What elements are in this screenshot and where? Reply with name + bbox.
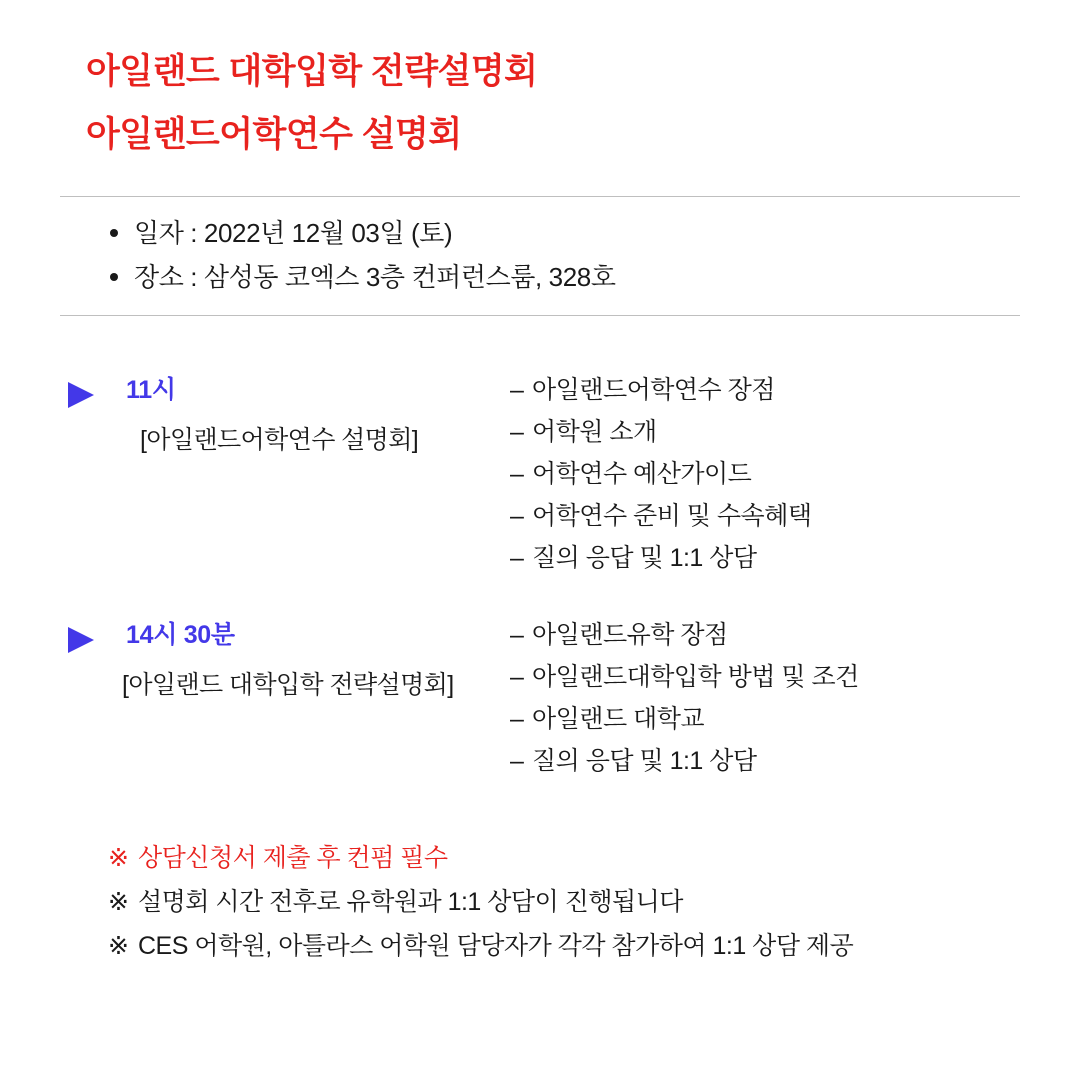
list-item bbox=[510, 623, 1020, 665]
list-item bbox=[134, 211, 1020, 255]
list-item bbox=[510, 707, 1020, 749]
session-2-header bbox=[60, 623, 510, 700]
reference-mark-icon: ※ bbox=[108, 844, 129, 872]
topic-text: 어학원 소개 bbox=[532, 418, 657, 446]
dash-icon: – bbox=[510, 747, 524, 775]
session-1-name: [아일랜드어학연수 설명회] bbox=[140, 426, 419, 454]
arrow-right-icon bbox=[68, 627, 94, 653]
event-place-text: 장소 : 삼성동 코엑스 3층 컨퍼런스룸, 328호 bbox=[134, 262, 616, 292]
session-2-time: 14시 30분 bbox=[126, 621, 235, 649]
list-item bbox=[510, 749, 1020, 774]
topic-text: 아일랜드 대학교 bbox=[532, 705, 704, 733]
schedule-section bbox=[60, 378, 1020, 774]
session-1 bbox=[60, 378, 1020, 571]
note-1-text: 상담신청서 제출 후 컨펌 필수 bbox=[138, 844, 448, 872]
event-info-list bbox=[60, 211, 1020, 299]
note-1 bbox=[108, 846, 1020, 890]
title-line-1: 아일랜드 대학입학 전략설명회 bbox=[86, 52, 538, 91]
list-item bbox=[510, 420, 1020, 462]
dash-icon: – bbox=[510, 418, 524, 446]
dash-icon: – bbox=[510, 705, 524, 733]
topic-text: 아일랜드대학입학 방법 및 조건 bbox=[532, 663, 859, 691]
topic-text: 어학연수 예산가이드 bbox=[532, 460, 752, 488]
reference-mark-icon: ※ bbox=[108, 888, 129, 916]
topic-text: 아일랜드어학연수 장점 bbox=[532, 376, 775, 404]
dash-icon: – bbox=[510, 663, 524, 691]
list-item bbox=[510, 462, 1020, 504]
note-3-text: CES 어학원, 아틀라스 어학원 담당자가 각각 참가하여 1:1 상담 제공 bbox=[138, 932, 854, 960]
dash-icon: – bbox=[510, 376, 524, 404]
session-1-time: 11시 bbox=[126, 376, 176, 404]
title-line-2: 아일랜드어학연수 설명회 bbox=[86, 115, 462, 154]
note-3 bbox=[108, 934, 1020, 959]
dash-icon: – bbox=[510, 544, 524, 572]
dash-icon: – bbox=[510, 502, 524, 530]
bullet-icon bbox=[110, 229, 118, 237]
event-info-block bbox=[60, 196, 1020, 316]
topic-text: 아일랜드유학 장점 bbox=[532, 621, 728, 649]
list-item bbox=[510, 504, 1020, 546]
list-item bbox=[510, 665, 1020, 707]
session-2-topics bbox=[510, 623, 1020, 774]
session-2 bbox=[60, 623, 1020, 774]
session-1-header bbox=[60, 378, 510, 455]
topic-text: 질의 응답 및 1:1 상담 bbox=[532, 544, 757, 572]
session-2-name: [아일랜드 대학입학 전략설명회] bbox=[122, 671, 454, 699]
event-date-text: 일자 : 2022년 12월 03일 (토) bbox=[134, 218, 453, 248]
bullet-icon bbox=[110, 273, 118, 281]
list-item bbox=[510, 378, 1020, 420]
list-item bbox=[134, 255, 1020, 299]
list-item bbox=[510, 546, 1020, 571]
dash-icon: – bbox=[510, 621, 524, 649]
note-2 bbox=[108, 890, 1020, 934]
arrow-right-icon bbox=[68, 382, 94, 408]
topic-text: 질의 응답 및 1:1 상담 bbox=[532, 747, 757, 775]
page-title bbox=[86, 48, 1020, 152]
notes-section bbox=[60, 846, 1020, 959]
session-1-topics bbox=[510, 378, 1020, 571]
reference-mark-icon: ※ bbox=[108, 932, 129, 960]
note-2-text: 설명회 시간 전후로 유학원과 1:1 상담이 진행됩니다 bbox=[138, 888, 683, 916]
topic-text: 어학연수 준비 및 수속혜택 bbox=[532, 502, 812, 530]
dash-icon: – bbox=[510, 460, 524, 488]
